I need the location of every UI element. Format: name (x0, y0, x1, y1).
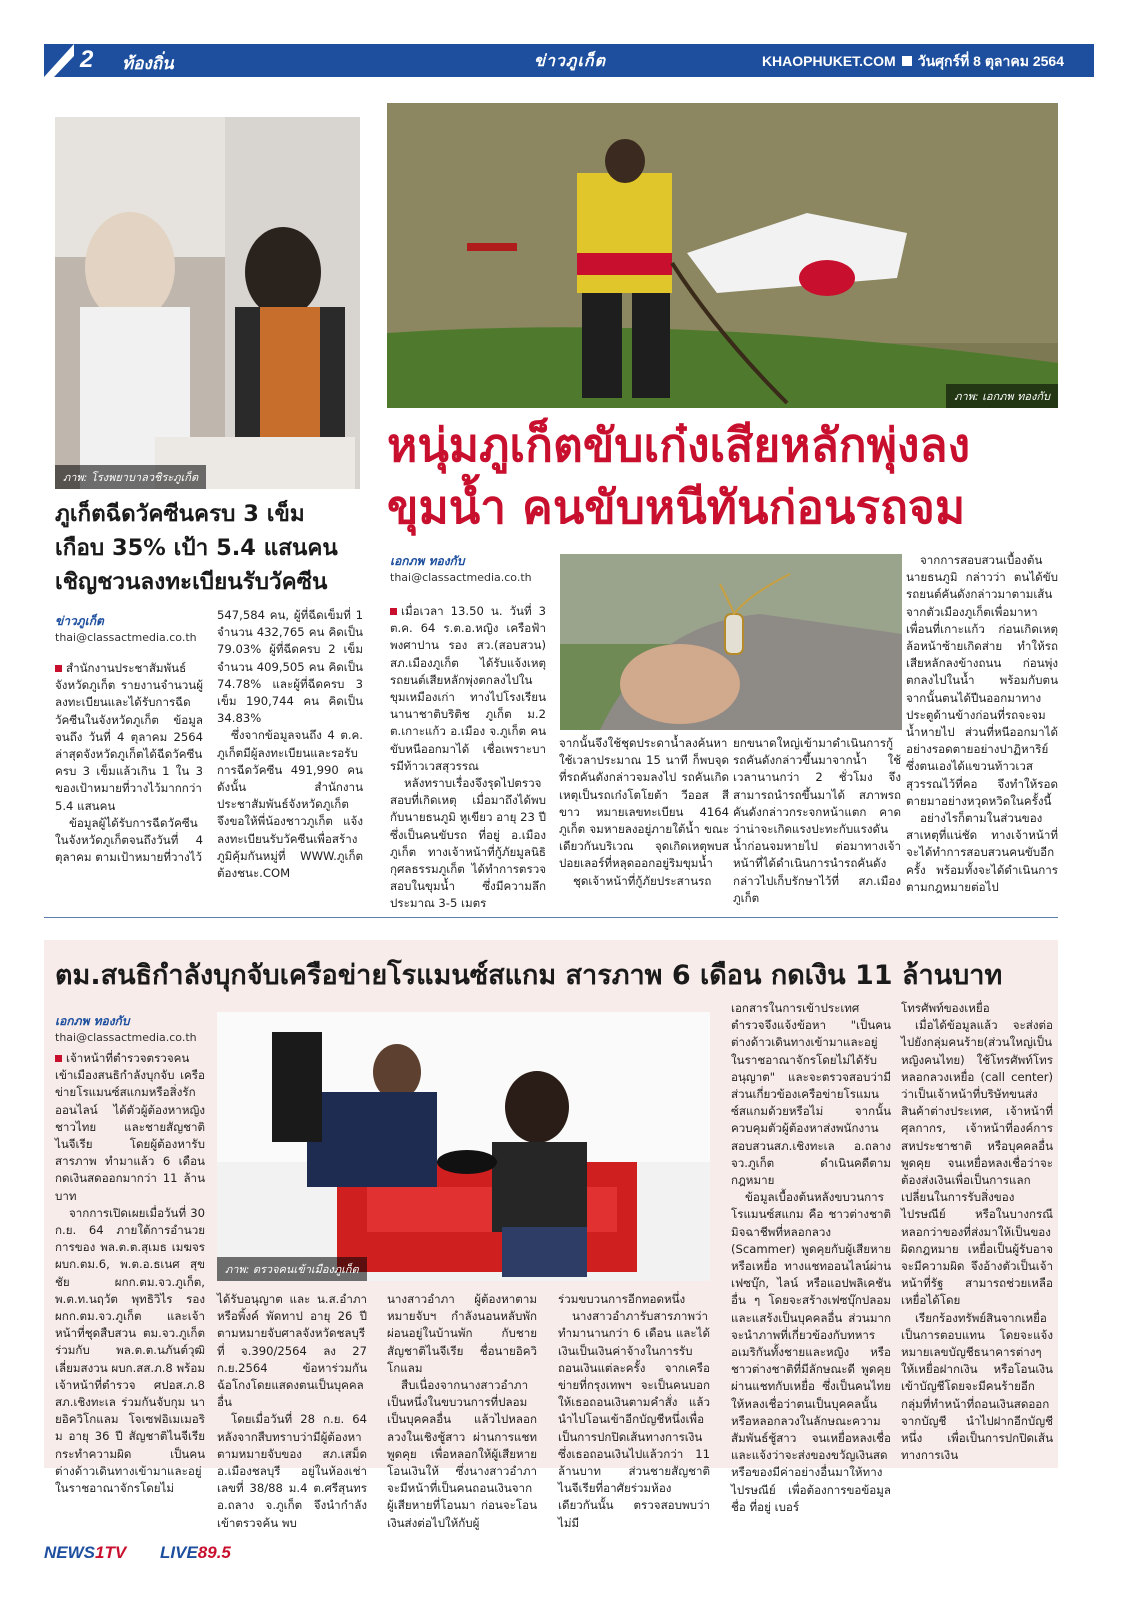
byline-email[interactable]: thai@classactmedia.co.th (55, 1031, 197, 1044)
corner-triangle-icon (44, 44, 74, 77)
car-photo-illustration (387, 103, 1058, 408)
car-photo (387, 103, 1058, 408)
amulet-illustration (560, 554, 902, 730)
byline-email[interactable]: thai@classactmedia.co.th (390, 571, 532, 584)
arrest-photo (217, 1012, 710, 1281)
headline-line: ขุมน้ำ คนขับหนีทันก่อนรถจม (387, 480, 966, 534)
car-col-2 (559, 735, 729, 890)
photo-caption: ภาพ: โรงพยาบาลวชิระภูเก็ต (55, 465, 206, 489)
paragraph: สำนักงานประชาสัมพันธ์จังหวัดภูเก็ต รายงานจำนวนผู้ลงทะเบียนและได้รับการฉีดวัคซีนในจังหวัดภูเก็ต ข้อมูลจนถึง วันที่ 4 ตุลาคม 2564 ล่าสุดจังหวัดภูเก็ตได้ฉีดวัคซีนครบ 3 เข็มแล้วเกิน 1 ใน 3 ของเป้าหมายที่วางไว้มากกว่า 5.4 แสนคน (55, 661, 203, 813)
paragraph: เมื่อเวลา 13.50 น. วันที่ 3 ต.ค. 64 ร.ต.อ.หญิง เครือฟ้า พงศาปาน รอง สว.(สอบสวน) สภ.เมืองภูเก็ต ได้รับแจ้งเหตุรถยนต์เสียหลักพุ่งตกลงไปในขุมเหมืองเก่า ทางไปโรงเรียนนานาชาติบริติช ภูเก็ต ม.2 ต.เกาะแก้ว อ.เมือง จ.ภูเก็ต คนขับหนีออกมาได้ เชื่อเพราะบารมีท้าวเวสสุวรรณ (390, 604, 546, 773)
scam-col-5 (731, 1000, 891, 1516)
paragraph: จากการเปิดเผยเมื่อวันที่ 30 ก.ย. 64 ภายใต้การอำนวยการของ พล.ต.ต.สุเมธ เมฆจร ผบก.ตม.6, พ.ต.อ.ธเนศ สุขชัย ผกก.ตม.จว.ภูเก็ต, พ.ต.ท.นฤวัต พุทธิวิไร รอง ผกก.ตม.จว.ภูเก็ต และเจ้าหน้าที่ชุดสืบสวน ตม.จว.ภูเก็ต ร่วมกับ พล.ต.ต.นภันต์วุฒิ เลี่ยมสงวน ผบก.สส.ภ.8 พร้อมเจ้าหน้าที่ตำรวจ ศปอส.ภ.8 สภ.เชิงทะเล ร่วมกันจับกุม นายอิควิโกแลม โจเซฟอิเมเมอริม อายุ 36 ปี สัญชาติไนจีเรีย กระทำความผิด เป็นคนต่างด้าวเดินทางเข้ามาและอยู่ในราชอาณาจักรโดยไม่ (55, 1205, 205, 1496)
paragraph: ซึ่งจากข้อมูลจนถึง 4 ต.ค. ภูเก็ตมีผู้ลงทะเบียนและรอรับการฉีดวัคซีน 491,990 คน ดังนั้น สำนักงานประชาสัมพันธ์จังหวัดภูเก็ต จึงขอให้พี่น้องชาวภูเก็ต แจ้งลงทะเบียนรับวัคซีนเพื่อสร้างภูมิคุ้มกันหมู่ที่ WWW.ภูเก็ตต้องชนะ.COM (217, 728, 363, 881)
arrest-illustration (217, 1012, 710, 1281)
news-logo-suffix: 1TV (95, 1543, 127, 1562)
scam-col-1 (55, 1050, 205, 1497)
live-radio-logo[interactable] (160, 1543, 231, 1563)
paragraph: ยกขนาดใหญ่เข้ามาดำเนินการกู้รถคันดังกล่าวขึ้นมาจากน้ำ ใช้เวลานานกว่า 2 ชั่วโมง จึงสามารถนำรถขึ้นมาได้ สภาพรถคันดังกล่าวกระจกหน้าแตก คาดว่าน่าจะเกิดแรงปะทะกับแรงดันน้ำก่อนจมหายไป ต่อมาทางเจ้าหน้าที่ได้ดำเนินการนำรถคันดังกล่าวไปเก็บรักษาไว้ที่ สภ.เมืองภูเก็ต (733, 736, 901, 905)
scam-headline: ตม.สนธิกำลังบุกจับเครือข่ายโรแมนซ์สแกม สารภาพ 6 เดือน กดเงิน 11 ล้านบาท (55, 960, 1003, 991)
vaccine-headline (55, 497, 365, 599)
paragraph: หลังทราบเรื่องจึงรุดไปตรวจสอบที่เกิดเหตุ เมื่อมาถึงได้พบกับนายธนภูมิ หูเขียว อายุ 23 ปี ซึ่งเป็นคนขับรถ ที่อยู่ อ.เมืองภูเก็ต ทางเจ้าหน้าที่กู้ภัยมูลนิธิกุศลธรรมภูเก็ต ได้ทำการตรวจสอบในขุมน้ำ ซึ่งมีความลึกประมาณ 3-5 เมตร (390, 776, 546, 911)
paragraph: เรียกร้องทรัพย์สินจากเหยื่อเป็นการตอบแทน โดยจะแจ้งหมายเลขบัญชีธนาคารต่างๆให้เหยื่อฝากเงิน หรือโอนเงินเข้าบัญชีโดยจะมีคนร้ายอีกกลุ่มที่ทำหน้าที่ถอนเงินสดออกจากบัญชี นำไปฝากอีกบัญชีหนึ่ง เพื่อเป็นการปกปิดเส้นทางการเงิน (901, 1310, 1053, 1463)
page-header (44, 44, 1094, 77)
byline-name: เอกภพ ทองกับ (390, 554, 465, 568)
vaccine-photo-illustration (55, 117, 360, 489)
paragraph: ข้อมูลเบื้องต้นหลังขบวนการโรแมนซ์สแกม คือ ชาวต่างชาติมิจฉาชีพที่หลอกลวง (Scammer) พูดคุยกับผู้เสียหายหรือเหยื่อ ทางแชทออนไลน์ผ่านเฟซบุ๊ก, ไลน์ หรือแอปพลิเคชันอื่น ๆ โดยจะสร้างเฟซบุ๊กปลอมและแสร้งเป็นบุคคลอื่น ส่วนมากจะนำภาพที่เกี่ยวข้องกับทหารอเมริกันทั้งชายและหญิง หรือชาวต่างชาติที่มีลักษณะดี พูดคุยผ่านแชทกับเหยื่อ ซึ่งเป็นคนไทยให้หลงเชื่อว่าตนเป็นบุคคลนั้น หรือหลอกลวงในลักษณะความสัมพันธ์ชู้สาว จนเหยื่อหลงเชื่อ และแจ้งว่าจะส่งของขวัญเงินสด หรือของมีค่าอย่างอื่นมาให้ทางไปรษณีย์ เพื่อต้องการขอข้อมูล ชื่อ ที่อยู่ เบอร์ (731, 1190, 891, 1514)
live-logo-text: LIVE (160, 1543, 198, 1562)
car-col-1 (390, 603, 546, 913)
scam-col-6 (901, 1000, 1053, 1464)
paragraph: นางสาวอำภา ผู้ต้องหาตามหมายจับฯ กำลังนอนหลับพักผ่อนอยู่ในบ้านพัก กับชายสัญชาติไนจีเรีย ชื่อนายอิควิโกแลม (387, 1292, 537, 1375)
byline-name: เอกภพ ทองกับ (55, 1014, 130, 1028)
necklace-photo (560, 554, 902, 730)
paragraph: สืบเนื่องจากนางสาวอำภาเป็นหนึ่งในขบวนการที่ปลอมเป็นบุคคลอื่น แล้วไปหลอกลวงในเชิงชู้สาว ผ่านการแชทพูดคุย เพื่อหลอกให้ผู้เสียหายโอนเงินให้ ซึ่งนางสาวอำภาจะมีหน้าที่เป็นคนถอนเงินจากผู้เสียหายที่โอนมา ก่อนจะโอนเงินส่งต่อไปให้กับผู้ (387, 1378, 537, 1530)
photo-caption: ภาพ: เอกภพ ทองกับ (946, 384, 1058, 408)
paragraph: ร่วมขบวนการอีกทอดหนึ่ง (558, 1292, 686, 1306)
bullet-icon (55, 665, 62, 672)
paragraph: ข้อมูลผู้ได้รับการฉีดวัคซีนในจังหวัดภูเก็ตจนถึงวันที่ 4 ตุลาคม ตามเป้าหมายที่วางไว้ (55, 815, 203, 865)
header-right (762, 51, 1064, 73)
scam-col-2 (217, 1291, 367, 1532)
headline-line: เชิญชวนลงทะเบียนรับวัคซีน (55, 569, 328, 595)
scam-byline (55, 1012, 215, 1044)
car-headline (387, 414, 1067, 538)
paragraph: จากการสอบสวนเบื้องต้น นายธนภูมิ กล่าวว่า ตนได้ขับรถยนต์คันดังกล่าวมาตามเส้นจากตัวเมืองภูเก็ตเพื่อมาหาเพื่อนที่เกาะแก้ว ก่อนเกิดเหตุล้อหน้าซ้ายเกิดส่าย ทำให้รถเสียหลักลงข้างถนน ก่อนพุ่งตกลงไปในน้ำ พร้อมกับตน จากนั้นตนได้ปีนออกมาทางประตูด้านข้างก่อนที่รถจะจมน้ำหายไป ส่วนที่หนีออกมาได้ อย่างรอดตายอย่างปาฏิหาริย์ ซึ่งตนเองได้แขวนท้าวเวสสุวรรณไว้ที่คอ จึงทำให้รอดตายมาอย่างหวุดหวิดในครั้งนี้ (906, 553, 1058, 808)
section-name: ท้องถิ่น (122, 54, 174, 74)
scam-col-4 (558, 1291, 710, 1532)
paragraph: จากนั้นจึงใช้ชุดประดาน้ำลงค้นหา ใช้เวลาประมาณ 15 นาที ก็พบจุดที่รถคันดังกล่าวจมลงไป รถคันเกิดเหตุเป็นรถเก๋งโตโยต้า วีออส สีขาว หมายเลขทะเบียน 4164 ภูเก็ต จมหายลงอยู่ภายใต้น้ำ ขณะเดียวกันบริเวณ จุดเกิดเหตุพบสปอยเลอร์ที่หลุดออกอยู่ริมขุมน้ำ (559, 736, 729, 871)
news-logo-text: NEWS (44, 1543, 95, 1562)
paragraph: เอกสารในการเข้าประเทศ ตำรวจจึงแจ้งข้อหา "เป็นคนต่างด้าวเดินทางเข้ามาและอยู่ในราชอาณาจักรโดยไม่ได้รับอนุญาต" และจะตรวจสอบว่ามีส่วนเกี่ยวข้องเครือข่ายโรแมนซ์สแกมด้วยหรือไม่ จากนั้นควบคุมตัวผู้ต้องหาส่งพนักงานสอบสวนสภ.เชิงทะเล อ.ถลาง จว.ภูเก็ต ดำเนินคดีตามกฎหมาย (731, 1001, 891, 1188)
headline-line: ภูเก็ตฉีดวัคซีนครบ 3 เข็ม (55, 501, 305, 527)
square-separator-icon (902, 56, 912, 66)
issue-date: วันศุกร์ที่ 8 ตุลาคม 2564 (917, 53, 1064, 69)
page-number: 2 (80, 46, 94, 73)
car-byline (390, 552, 555, 584)
headline-line: เกือบ 35% เป้า 5.4 แสนคน (55, 535, 338, 561)
vaccine-col-1 (55, 660, 203, 866)
paragraph: โทรศัพท์ของเหยื่อ (901, 1001, 990, 1015)
vaccine-photo (55, 117, 360, 489)
live-logo-frequency: 89.5 (197, 1543, 231, 1562)
paragraph: นางสาวอำภารับสารภาพว่าทำมานานกว่า 6 เดือน และได้เงินเป็นเงินค่าจ้างในการรับถอนเงินแต่ละครั้ง จากเครือข่ายที่กรุงเทพฯ จะเป็นคนบอกให้เธอถอนเงินตามคำสั่ง แล้วนำไปโอนเข้าอีกบัญชีหนึ่งเพื่อเป็นการปกปิดเส้นทางการเงิน ซึ่งเธอถอนเงินไปแล้วกว่า 11 ล้านบาท ส่วนชายสัญชาติไนจีเรียที่อาศัยร่วมห้องเดียวกันนั้น ตรวจสอบพบว่าไม่มี (558, 1309, 710, 1530)
car-col-4 (906, 552, 1058, 896)
car-col-3 (733, 735, 901, 907)
headline-line: หนุ่มภูเก็ตขับเก๋งเสียหลักพุ่งลง (387, 418, 971, 472)
paragraph: ได้รับอนุญาต และ น.ส.อำภา หรือพิ้งค์ พัดทาป อายุ 26 ปี ตามหมายจับศาลจังหวัดชลบุรี ที่ จ.390/2564 ลง 27 ก.ย.2564 ข้อหาร่วมกันฉ้อโกงโดยแสดงตนเป็นบุคคลอื่น (217, 1292, 367, 1410)
paragraph: ชุดเจ้าหน้าที่กู้ภัยประสานรถ (573, 873, 712, 888)
publication-logo: ข่าวภูเก็ต (534, 51, 606, 70)
scam-col-3 (387, 1291, 537, 1532)
paragraph: อย่างไรก็ตามในส่วนของสาเหตุที่แน่ชัด ทางเจ้าหน้าที่จะได้ทำการสอบสวนคนขับอีกครั้ง พร้อมทั้งจะได้ดำเนินการตามกฎหมายต่อไป (906, 811, 1058, 894)
section-divider (44, 917, 1058, 918)
byline-name: ข่าวภูเก็ต (55, 614, 104, 628)
news1-logo[interactable] (44, 1543, 126, 1563)
photo-caption: ภาพ: ตรวจคนเข้าเมืองภูเก็ต (217, 1257, 367, 1281)
site-url[interactable]: KHAOPHUKET.COM (761, 53, 896, 69)
paragraph: 547,584 คน, ผู้ที่ฉีดเข็มที่ 1 จำนวน 432,765 คน คิดเป็น 79.03% ผู้ที่ฉีดครบ 2 เข็ม จำนวน 409,505 คน คิดเป็น 74.78% และผู้ที่ฉีดครบ 3 เข็ม 190,744 คน คิดเป็น 34.83% (217, 608, 363, 726)
vaccine-col-2 (217, 607, 363, 882)
bullet-icon (55, 1055, 62, 1062)
paragraph: โดยเมื่อวันที่ 28 ก.ย. 64 หลังจากสืบทราบว่ามีผู้ต้องหาตามหมายจับของ สภ.เสม็ด อ.เมืองชลบุรี อยู่ในห้องเช่าเลขที่ 38/88 ม.4 ต.ศรีสุนทร อ.ถลาง จ.ภูเก็ต จึงนำกำลังเข้าตรวจค้น พบ (217, 1412, 367, 1530)
paragraph: เมื่อได้ข้อมูลแล้ว จะส่งต่อไปยังกลุ่มคนร้าย(ส่วนใหญ่เป็นหญิงคนไทย) ใช้โทรศัพท์โทรหลอกลวงเหยื่อ (call center) ว่าเป็นเจ้าหน้าที่บริษัทขนส่งสินค้าต่างประเทศ, เจ้าหน้าที่ศุลกากร, เจ้าหน้าที่องค์การสหประชาชาติ หรือบุคคลอื่นพูดคุย จนเหยื่อหลงเชื่อว่าจะต้องส่งเงินเพื่อเป็นการแลกเปลี่ยนในการรับสิ่งของไปรษณีย์ หรือในบางกรณีหลอกว่าของที่ส่งมาให้เป็นของผิดกฎหมาย เหยื่อเป็นผู้รับอาจจะมีความผิด จึงอ้างตัวเป็นเจ้าหน้าที่รัฐ สามารถช่วยเหลือเหยื่อได้โดย (901, 1018, 1053, 1308)
vaccine-byline (55, 612, 205, 644)
bullet-icon (390, 608, 397, 615)
byline-email[interactable]: thai@classactmedia.co.th (55, 631, 197, 644)
paragraph: เจ้าหน้าที่ตำรวจตรวจคนเข้าเมืองสนธิกำลังบุกจับ เครือข่ายโรแมนซ์สแกมหรือสิ่งรักออนไลน์ ได้ตัวผู้ต้องหาหญิงชาวไทย และชายสัญชาติไนจีเรีย โดยผู้ต้องหารับสารภาพ ทำมาแล้ว 6 เดือน กดเงินสดออกมากว่า 11 ล้านบาท (55, 1051, 205, 1203)
